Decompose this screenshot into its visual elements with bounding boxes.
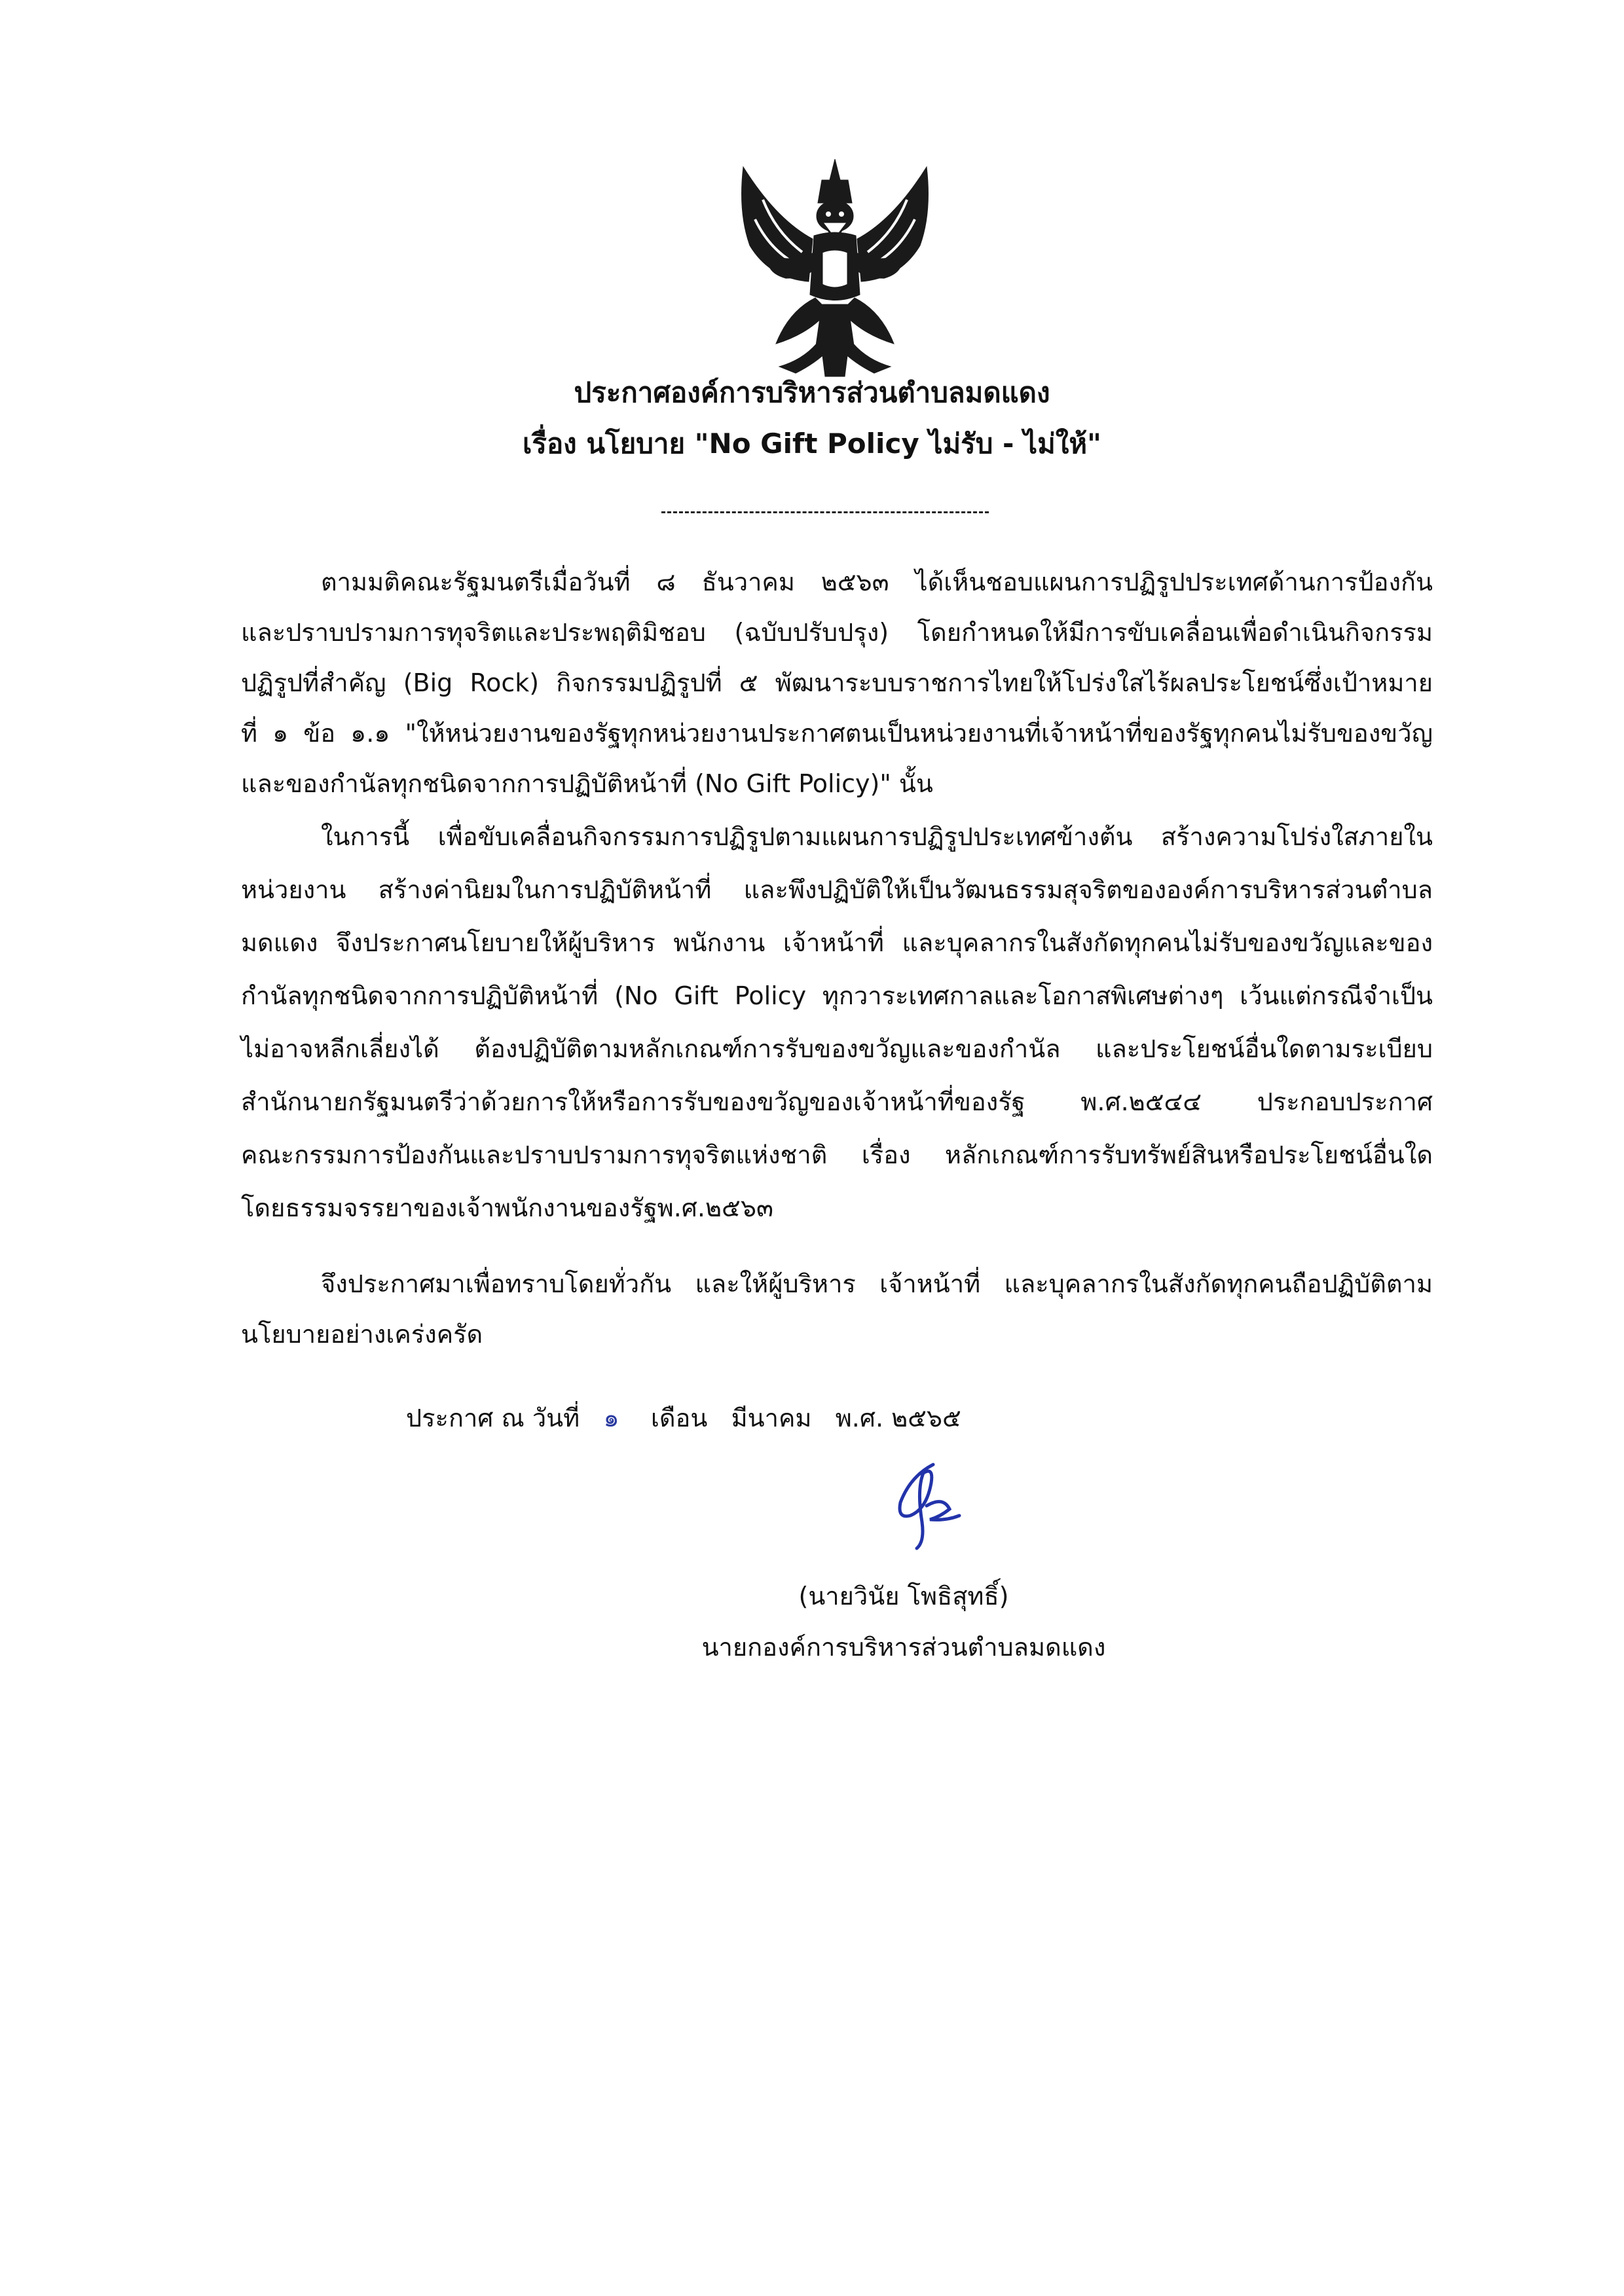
announcement-date — [406, 1401, 961, 1435]
garuda-emblem-icon — [724, 154, 946, 380]
paragraph-1-line: ที่ ๑ ข้อ ๑.๑ "ให้หน่วยงานของรัฐทุกหน่วยงานประกาศตนเป็นหน่วยงานที่เจ้าหน้าที่ของรัฐทุกคนไม่รับของขวัญ — [241, 719, 1433, 748]
date-day: ๑ — [603, 1404, 619, 1432]
paragraph-1-line: ปฏิรูปที่สำคัญ (Big Rock) กิจกรรมปฏิรูปที่ ๕ พัฒนาระบบราชการไทยให้โปร่งใสไร้ผลประโยชน์ซึ่งเป้าหมาย — [241, 668, 1433, 697]
paragraph-2-line: สำนักนายกรัฐมนตรีว่าด้วยการให้หรือการรับของขวัญของเจ้าหน้าที่ของรัฐ พ.ศ.๒๕๔๔ ประกอบประกาศ — [241, 1087, 1433, 1116]
paragraph-1-line: และของกำนัลทุกชนิดจากการปฏิบัติหน้าที่ (No Gift Policy)" นั้น — [241, 769, 933, 798]
paragraph-2-line: กำนัลทุกชนิดจากการปฏิบัติหน้าที่ (No Gift Policy ทุกวาระเทศกาลและโอกาสพิเศษต่างๆ เว้นแต่กรณีจำเป็น — [241, 981, 1433, 1010]
date-year: พ.ศ. ๒๕๖๕ — [835, 1404, 961, 1432]
paragraph-2-line: ไม่อาจหลีกเลี่ยงได้ ต้องปฏิบัติตามหลักเกณฑ์การรับของขวัญและของกำนัล และประโยชน์อื่นใดตามระเบียบ — [241, 1034, 1433, 1063]
paragraph-1-line: ตามมติคณะรัฐมนตรีเมื่อวันที่ ๘ ธันวาคม ๒๕๖๓ ได้เห็นชอบแผนการปฏิรูปประเทศด้านการป้องกัน — [321, 568, 1433, 596]
date-month: มีนาคม — [731, 1404, 812, 1432]
paragraph-2-line: โดยธรรมจรรยาของเจ้าพนักงานของรัฐพ.ศ.๒๕๖๓ — [241, 1194, 773, 1222]
paragraph-2-line: คณะกรรมการป้องกันและปราบปรามการทุจริตแห่งชาติ เรื่อง หลักเกณฑ์การรับทรัพย์สินหรือประโยชน์อื่นใด — [241, 1140, 1433, 1169]
signature-icon — [871, 1457, 982, 1552]
title-divider — [661, 511, 989, 513]
paragraph-2-line: มดแดง จึงประกาศนโยบายให้ผู้บริหาร พนักงาน เจ้าหน้าที่ และบุคลากรในสังกัดทุกคนไม่รับของขวัญและของ — [241, 928, 1433, 957]
signer-position: นายกองค์การบริหารส่วนตำบลมดแดง — [701, 1633, 1106, 1662]
announcement-title: ประกาศองค์การบริหารส่วนตำบลมดแดง — [574, 376, 1050, 409]
paragraph-2-line: หน่วยงาน สร้างค่านิยมในการปฏิบัติหน้าที่ และพึงปฏิบัติให้เป็นวัฒนธรรมสุจริตขององค์การบริหารส่วนตำบล — [241, 875, 1433, 904]
date-month-label: เดือน — [650, 1404, 708, 1432]
announcement-subject: เรื่อง นโยบาย "No Gift Policy ไม่รับ - ไม่ให้" — [523, 428, 1101, 460]
paragraph-1-line: และปราบปรามการทุจริตและประพฤติมิชอบ (ฉบับปรับปรุง) โดยกำหนดให้มีการขับเคลื่อนเพื่อดำเนินกิจกรรม — [241, 618, 1433, 647]
date-prefix: ประกาศ ณ วันที่ — [406, 1404, 580, 1432]
paragraph-2-line: ในการนี้ เพื่อขับเคลื่อนกิจกรรมการปฏิรูปตามแผนการปฏิรูปประเทศข้างต้น สร้างความโปร่งใสภายใน — [321, 822, 1433, 851]
paragraph-3-line: จึงประกาศมาเพื่อทราบโดยทั่วกัน และให้ผู้บริหาร เจ้าหน้าที่ และบุคลากรในสังกัดทุกคนถือปฏิบัติตาม — [321, 1269, 1433, 1298]
signer-name: (นายวินัย โพธิสุทธิ์) — [798, 1582, 1009, 1611]
paragraph-3-line: นโยบายอย่างเคร่งครัด — [241, 1320, 483, 1349]
